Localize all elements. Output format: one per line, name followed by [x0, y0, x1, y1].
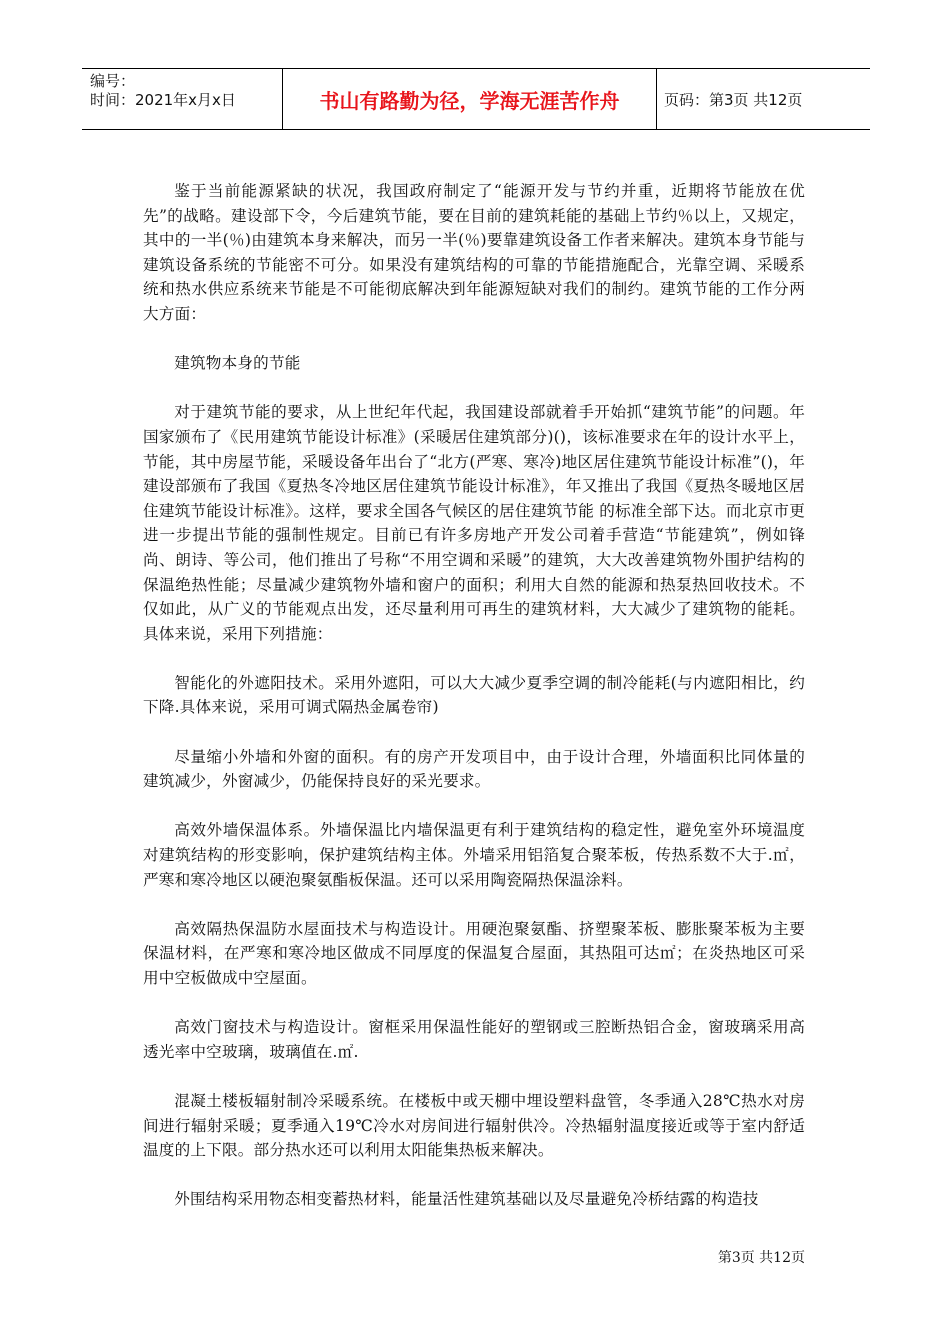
header-motto: 书山有路勤为径，学海无涯苦作舟 [319, 88, 620, 113]
page-header [82, 68, 870, 130]
paragraph: 混凝土楼板辐射制冷采暖系统。在楼板中或天棚中埋设塑料盘管，冬季通入28℃热水对房间进行辐射采暖；夏季通入19℃冷水对房间进行辐射供冷。冷热辐射温度接近或等于室内舒适温度的上下限。部分热水还可以利用太阳能集热板来解决。 [143, 1091, 805, 1160]
document-time-label: 时间：2021年x月x日 [90, 91, 236, 109]
document-body [143, 179, 805, 1237]
paragraph: 对于建筑节能的要求，从上世纪年代起，我国建设部就着手开始抓“建筑节能”的问题。年国家颁布了《民用建筑节能设计标准》(采暖居住建筑部分)()，该标准要求在年的设计水平上，节能，其中房屋节能，采暖设备年出台了“北方(严寒、寒冷)地区居住建筑节能设计标准”()，年建设部颁布了我国《夏热冬冷地区居住建筑节能设计标准》，年又推出了我国《夏热冬暖地区居住建筑节能设计标准》。这样，要求全国各气候区的居住建筑节能 的标准全部下达。而北京市更进一步提出节能的强制性规定。目前已有许多房地产开发公司着手营造“节能建筑”，例如锋尚、朗诗、等公司，他们推出了号称“不用空调和采暖”的建筑，大大改善建筑物外围护结构的保温绝热性能；尽量减少建筑物外墙和窗户的面积；利用大自然的能源和热泵热回收技术。不仅如此，从广义的节能观点出发，还尽量利用可再生的建筑材料，大大减少了建筑物的能耗。具体来说，采用下列措施： [143, 403, 805, 643]
paragraph: 智能化的外遮阳技术。采用外遮阳，可以大大减少夏季空调的制冷能耗(与内遮阳相比，约下降.具体来说，采用可调式隔热金属卷帘) [143, 673, 805, 717]
paragraph: 鉴于当前能源紧缺的状况，我国政府制定了“能源开发与节约并重，近期将节能放在优先”的战略。建设部下令，今后建筑节能，要在目前的建筑耗能的基础上节约％以上，又规定，其中的一半(％)由建筑本身来解决，而另一半(％)要靠建筑设备工作者来解决。建筑本身节能与建筑设备系统的节能密不可分。如果没有建筑结构的可靠的节能措施配合，光靠空调、采暖系统和热水供应系统来节能是不可能彻底解决到年能源短缺对我们的制约。建筑节能的工作分两大方面： [143, 182, 805, 323]
header-page-cell [656, 69, 878, 129]
paragraph: 高效门窗技术与构造设计。窗框采用保温性能好的塑钢或三腔断热铝合金，窗玻璃采用高透光率中空玻璃，玻璃值在.㎡. [143, 1018, 805, 1061]
paragraph: 尽量缩小外墙和外窗的面积。有的房产开发项目中，由于设计合理，外墙面积比同体量的建筑减少，外窗减少，仍能保持良好的采光要求。 [143, 747, 805, 791]
paragraph: 高效隔热保温防水屋面技术与构造设计。用硬泡聚氨酯、挤塑聚苯板、膨胀聚苯板为主要保温材料，在严寒和寒冷地区做成不同厚度的保温复合屋面，其热阻可达㎡；在炎热地区可采用中空板做成中空屋面。 [143, 919, 805, 987]
section-heading: 建筑物本身的节能 [174, 354, 301, 373]
header-page-number: 页码：第3页 共12页 [664, 90, 803, 109]
paragraph: 外围结构采用物态相变蓄热材料，能量活性建筑基础以及尽量避免冷桥结露的构造技 [174, 1190, 759, 1209]
document-number-label: 编号： [90, 72, 136, 90]
page-footer: 第3页 共12页 [717, 1250, 805, 1266]
paragraph: 高效外墙保温体系。外墙保温比内墙保温更有利于建筑结构的稳定性，避免室外环境温度对建筑结构的形变影响，保护建筑结构主体。外墙采用铝箔复合聚苯板，传热系数不大于.㎡，严寒和寒冷地区以硬泡聚氨酯板保温。还可以采用陶瓷隔热保温涂料。 [143, 821, 805, 889]
header-info-cell [82, 69, 282, 129]
header-motto-cell [282, 69, 657, 129]
